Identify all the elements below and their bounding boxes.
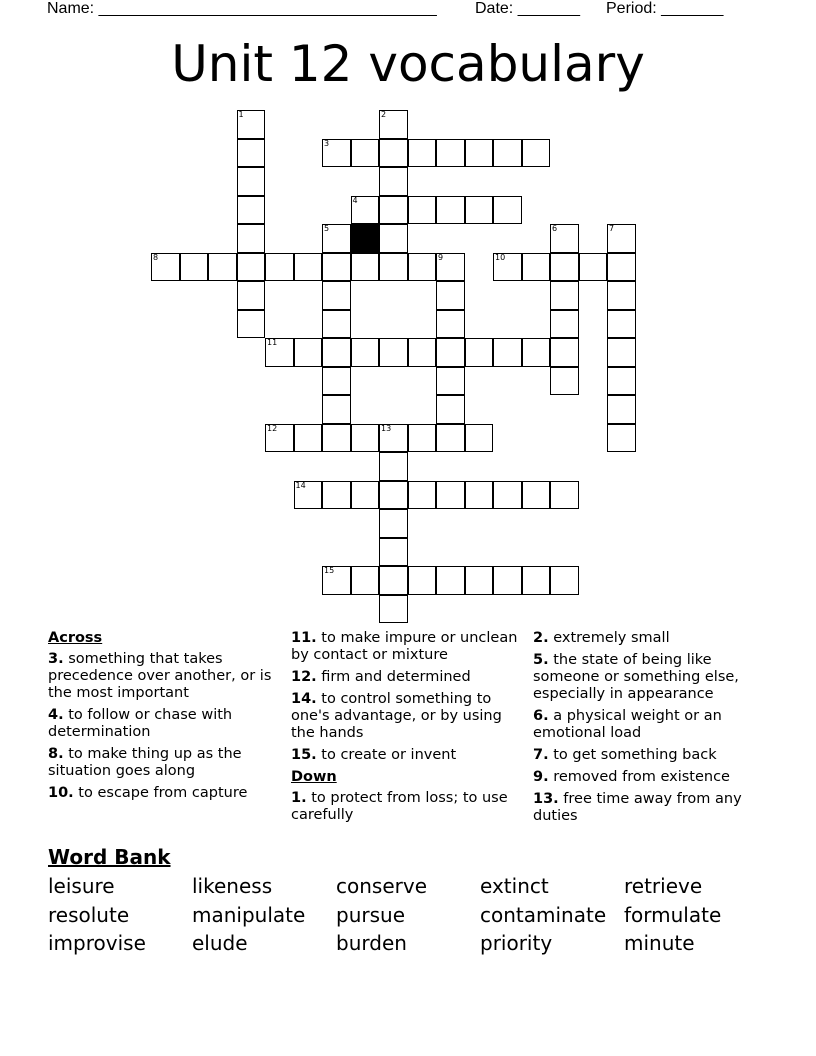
crossword-cell[interactable] — [294, 481, 323, 510]
period-field[interactable]: Period: _______ — [606, 0, 724, 17]
clue-down-9: 9. removed from existence — [533, 769, 730, 785]
cell-number: 9 — [438, 252, 444, 262]
crossword-cell[interactable] — [607, 395, 636, 424]
crossword-cell[interactable] — [322, 139, 351, 168]
crossword-cell[interactable] — [237, 310, 266, 339]
crossword-cell[interactable] — [550, 367, 579, 396]
crossword-cell[interactable] — [379, 424, 408, 453]
cell-number: 12 — [267, 423, 278, 433]
cell-number: 3 — [324, 138, 330, 148]
crossword-cell[interactable] — [408, 253, 437, 282]
crossword-cell[interactable] — [237, 139, 266, 168]
crossword-cell[interactable] — [436, 424, 465, 453]
clue-down-6: 6. a physical weight or an emotional load — [533, 708, 722, 741]
crossword-cell[interactable] — [493, 481, 522, 510]
crossword-cell[interactable] — [550, 281, 579, 310]
crossword-cell[interactable] — [436, 196, 465, 225]
page-title: Unit 12 vocabulary — [171, 35, 645, 93]
clues-column-2 — [291, 630, 529, 829]
crossword-cell[interactable] — [351, 196, 380, 225]
crossword-cell[interactable] — [436, 139, 465, 168]
clue-across-8: 8. to make thing up as the situation goes along — [48, 746, 242, 779]
crossword-cell[interactable] — [550, 481, 579, 510]
crossword-cell[interactable] — [180, 253, 209, 282]
cell-number: 10 — [495, 252, 506, 262]
clue-across-10: 10. to escape from capture — [48, 785, 248, 801]
crossword-cell[interactable] — [322, 338, 351, 367]
crossword-cell[interactable] — [436, 310, 465, 339]
crossword-cell[interactable] — [379, 253, 408, 282]
crossword-cell[interactable] — [465, 481, 494, 510]
crossword-cell[interactable] — [379, 110, 408, 139]
crossword-cell[interactable] — [322, 281, 351, 310]
crossword-cell[interactable] — [351, 424, 380, 453]
crossword-cell[interactable] — [493, 338, 522, 367]
crossword-cell[interactable] — [436, 281, 465, 310]
crossword-cell[interactable] — [408, 424, 437, 453]
crossword-cell[interactable] — [436, 481, 465, 510]
word-bank-item: manipulate — [192, 903, 306, 927]
word-bank-item: minute — [624, 931, 695, 955]
cell-number: 4 — [352, 195, 358, 205]
crossword-cell[interactable] — [237, 281, 266, 310]
cell-number: 1 — [238, 110, 244, 119]
date-field[interactable]: Date: _______ — [475, 0, 580, 17]
crossword-cell[interactable] — [493, 139, 522, 168]
crossword-cell[interactable] — [322, 481, 351, 510]
crossword-cell[interactable] — [151, 253, 180, 282]
word-bank-item: contaminate — [480, 903, 607, 927]
crossword-cell[interactable] — [379, 139, 408, 168]
clues-column-1 — [48, 630, 273, 807]
crossword-cell[interactable] — [322, 566, 351, 595]
cell-number: 14 — [295, 480, 306, 490]
crossword-cell[interactable] — [351, 481, 380, 510]
word-bank-item: pursue — [336, 903, 405, 927]
word-bank-item: elude — [192, 931, 248, 955]
word-bank-item: conserve — [336, 874, 427, 898]
crossword-cell[interactable] — [379, 481, 408, 510]
crossword-cell[interactable] — [351, 338, 380, 367]
crossword-cell[interactable] — [522, 338, 551, 367]
crossword-cell[interactable] — [322, 367, 351, 396]
crossword-cell[interactable] — [550, 253, 579, 282]
clue-across-11: 11. to make impure or unclean by contact or mixture — [291, 630, 518, 663]
clue-down-7: 7. to get something back — [533, 747, 717, 763]
crossword-cell[interactable] — [237, 196, 266, 225]
cell-number: 11 — [267, 338, 278, 347]
crossword-cell[interactable] — [351, 139, 380, 168]
crossword-cell[interactable] — [493, 196, 522, 225]
clue-across-4: 4. to follow or chase with determination — [48, 707, 233, 740]
crossword-cell[interactable] — [436, 367, 465, 396]
crossword-cell[interactable] — [322, 424, 351, 453]
crossword-cell[interactable] — [522, 253, 551, 282]
crossword-cell[interactable] — [607, 253, 636, 282]
crossword-cell[interactable] — [379, 538, 408, 567]
crossword-cell[interactable] — [465, 424, 494, 453]
clue-down-1: 1. to protect from loss; to use carefully — [291, 790, 508, 823]
crossword-cell[interactable] — [607, 367, 636, 396]
down-heading: Down — [291, 769, 337, 785]
crossword-cell[interactable] — [579, 253, 608, 282]
crossword-cell[interactable] — [607, 424, 636, 453]
crossword-cell[interactable] — [379, 196, 408, 225]
crossword-cell[interactable] — [522, 566, 551, 595]
crossword-cell[interactable] — [607, 310, 636, 339]
crossword-cell[interactable] — [607, 281, 636, 310]
crossword-cell[interactable] — [294, 253, 323, 282]
crossword-cell[interactable] — [493, 253, 522, 282]
crossword-cell[interactable] — [408, 338, 437, 367]
cell-number: 6 — [552, 224, 558, 233]
crossword-cell[interactable] — [379, 224, 408, 253]
crossword-cell[interactable] — [379, 509, 408, 538]
crossword-cell[interactable] — [322, 310, 351, 339]
crossword-cell[interactable] — [550, 310, 579, 339]
crossword-cell[interactable] — [237, 110, 266, 139]
word-bank-item: improvise — [48, 931, 146, 955]
crossword-cell[interactable] — [379, 595, 408, 624]
word-bank-item: burden — [336, 931, 407, 955]
crossword-cell[interactable] — [322, 395, 351, 424]
crossword-cell[interactable] — [265, 338, 294, 367]
cell-number: 5 — [324, 224, 330, 233]
crossword-cell[interactable] — [351, 566, 380, 595]
crossword-cell[interactable] — [465, 139, 494, 168]
crossword-cell[interactable] — [522, 139, 551, 168]
word-bank-item: retrieve — [624, 874, 703, 898]
crossword-cell[interactable] — [465, 338, 494, 367]
crossword-cell[interactable] — [322, 253, 351, 282]
crossword-cell[interactable] — [208, 253, 237, 282]
crossword-cell[interactable] — [607, 338, 636, 367]
crossword-cell[interactable] — [465, 566, 494, 595]
crossword-cell[interactable] — [294, 424, 323, 453]
crossword-cell[interactable] — [550, 338, 579, 367]
word-bank-item: priority — [480, 931, 553, 955]
clue-across-3: 3. something that takes precedence over another, or is the most important — [48, 651, 272, 701]
clue-down-5: 5. the state of being like someone or something else, especially in appearance — [533, 652, 739, 702]
word-bank-item: resolute — [48, 903, 130, 927]
crossword-cell[interactable] — [322, 224, 351, 253]
name-field[interactable]: Name: ______________________________________ — [47, 0, 437, 17]
clue-across-15: 15. to create or invent — [291, 747, 457, 763]
crossword-cell[interactable] — [294, 338, 323, 367]
clue-down-13: 13. free time away from any duties — [533, 791, 742, 824]
black-square — [351, 224, 380, 253]
crossword-cell[interactable] — [237, 224, 266, 253]
crossword-cell[interactable] — [265, 424, 294, 453]
crossword-cell[interactable] — [408, 196, 437, 225]
crossword-cell[interactable] — [379, 566, 408, 595]
word-bank-title: Word Bank — [48, 845, 171, 869]
crossword-cell[interactable] — [465, 196, 494, 225]
cell-number: 8 — [153, 252, 159, 262]
word-bank-item: leisure — [48, 874, 115, 898]
clues-column-3 — [533, 630, 763, 830]
word-bank-item: formulate — [624, 903, 722, 927]
clue-across-14: 14. to control something to one's advantage, or by using the hands — [291, 691, 502, 741]
word-bank-item: likeness — [192, 874, 273, 898]
crossword-cell[interactable] — [408, 481, 437, 510]
crossword-cell[interactable] — [379, 167, 408, 196]
crossword-cell[interactable] — [550, 224, 579, 253]
crossword-cell[interactable] — [351, 253, 380, 282]
cell-number: 13 — [381, 423, 392, 433]
crossword-cell[interactable] — [522, 481, 551, 510]
crossword-cell[interactable] — [408, 139, 437, 168]
crossword-cell[interactable] — [436, 253, 465, 282]
crossword-cell[interactable] — [379, 338, 408, 367]
crossword-cell[interactable] — [408, 566, 437, 595]
crossword-cell[interactable] — [237, 253, 266, 282]
crossword-cell[interactable] — [607, 224, 636, 253]
crossword-cell[interactable] — [436, 566, 465, 595]
crossword-cell[interactable] — [436, 395, 465, 424]
crossword-cell[interactable] — [493, 566, 522, 595]
crossword-cell[interactable] — [265, 253, 294, 282]
crossword-cell[interactable] — [237, 167, 266, 196]
word-bank-item: extinct — [480, 874, 549, 898]
across-heading: Across — [48, 630, 103, 646]
cell-number: 15 — [324, 566, 335, 575]
cell-number: 2 — [381, 110, 387, 119]
cell-number: 7 — [609, 224, 615, 233]
crossword-cell[interactable] — [436, 338, 465, 367]
clue-down-2: 2. extremely small — [533, 630, 670, 646]
clue-across-12: 12. firm and determined — [291, 669, 471, 685]
crossword-cell[interactable] — [379, 452, 408, 481]
crossword-cell[interactable] — [550, 566, 579, 595]
